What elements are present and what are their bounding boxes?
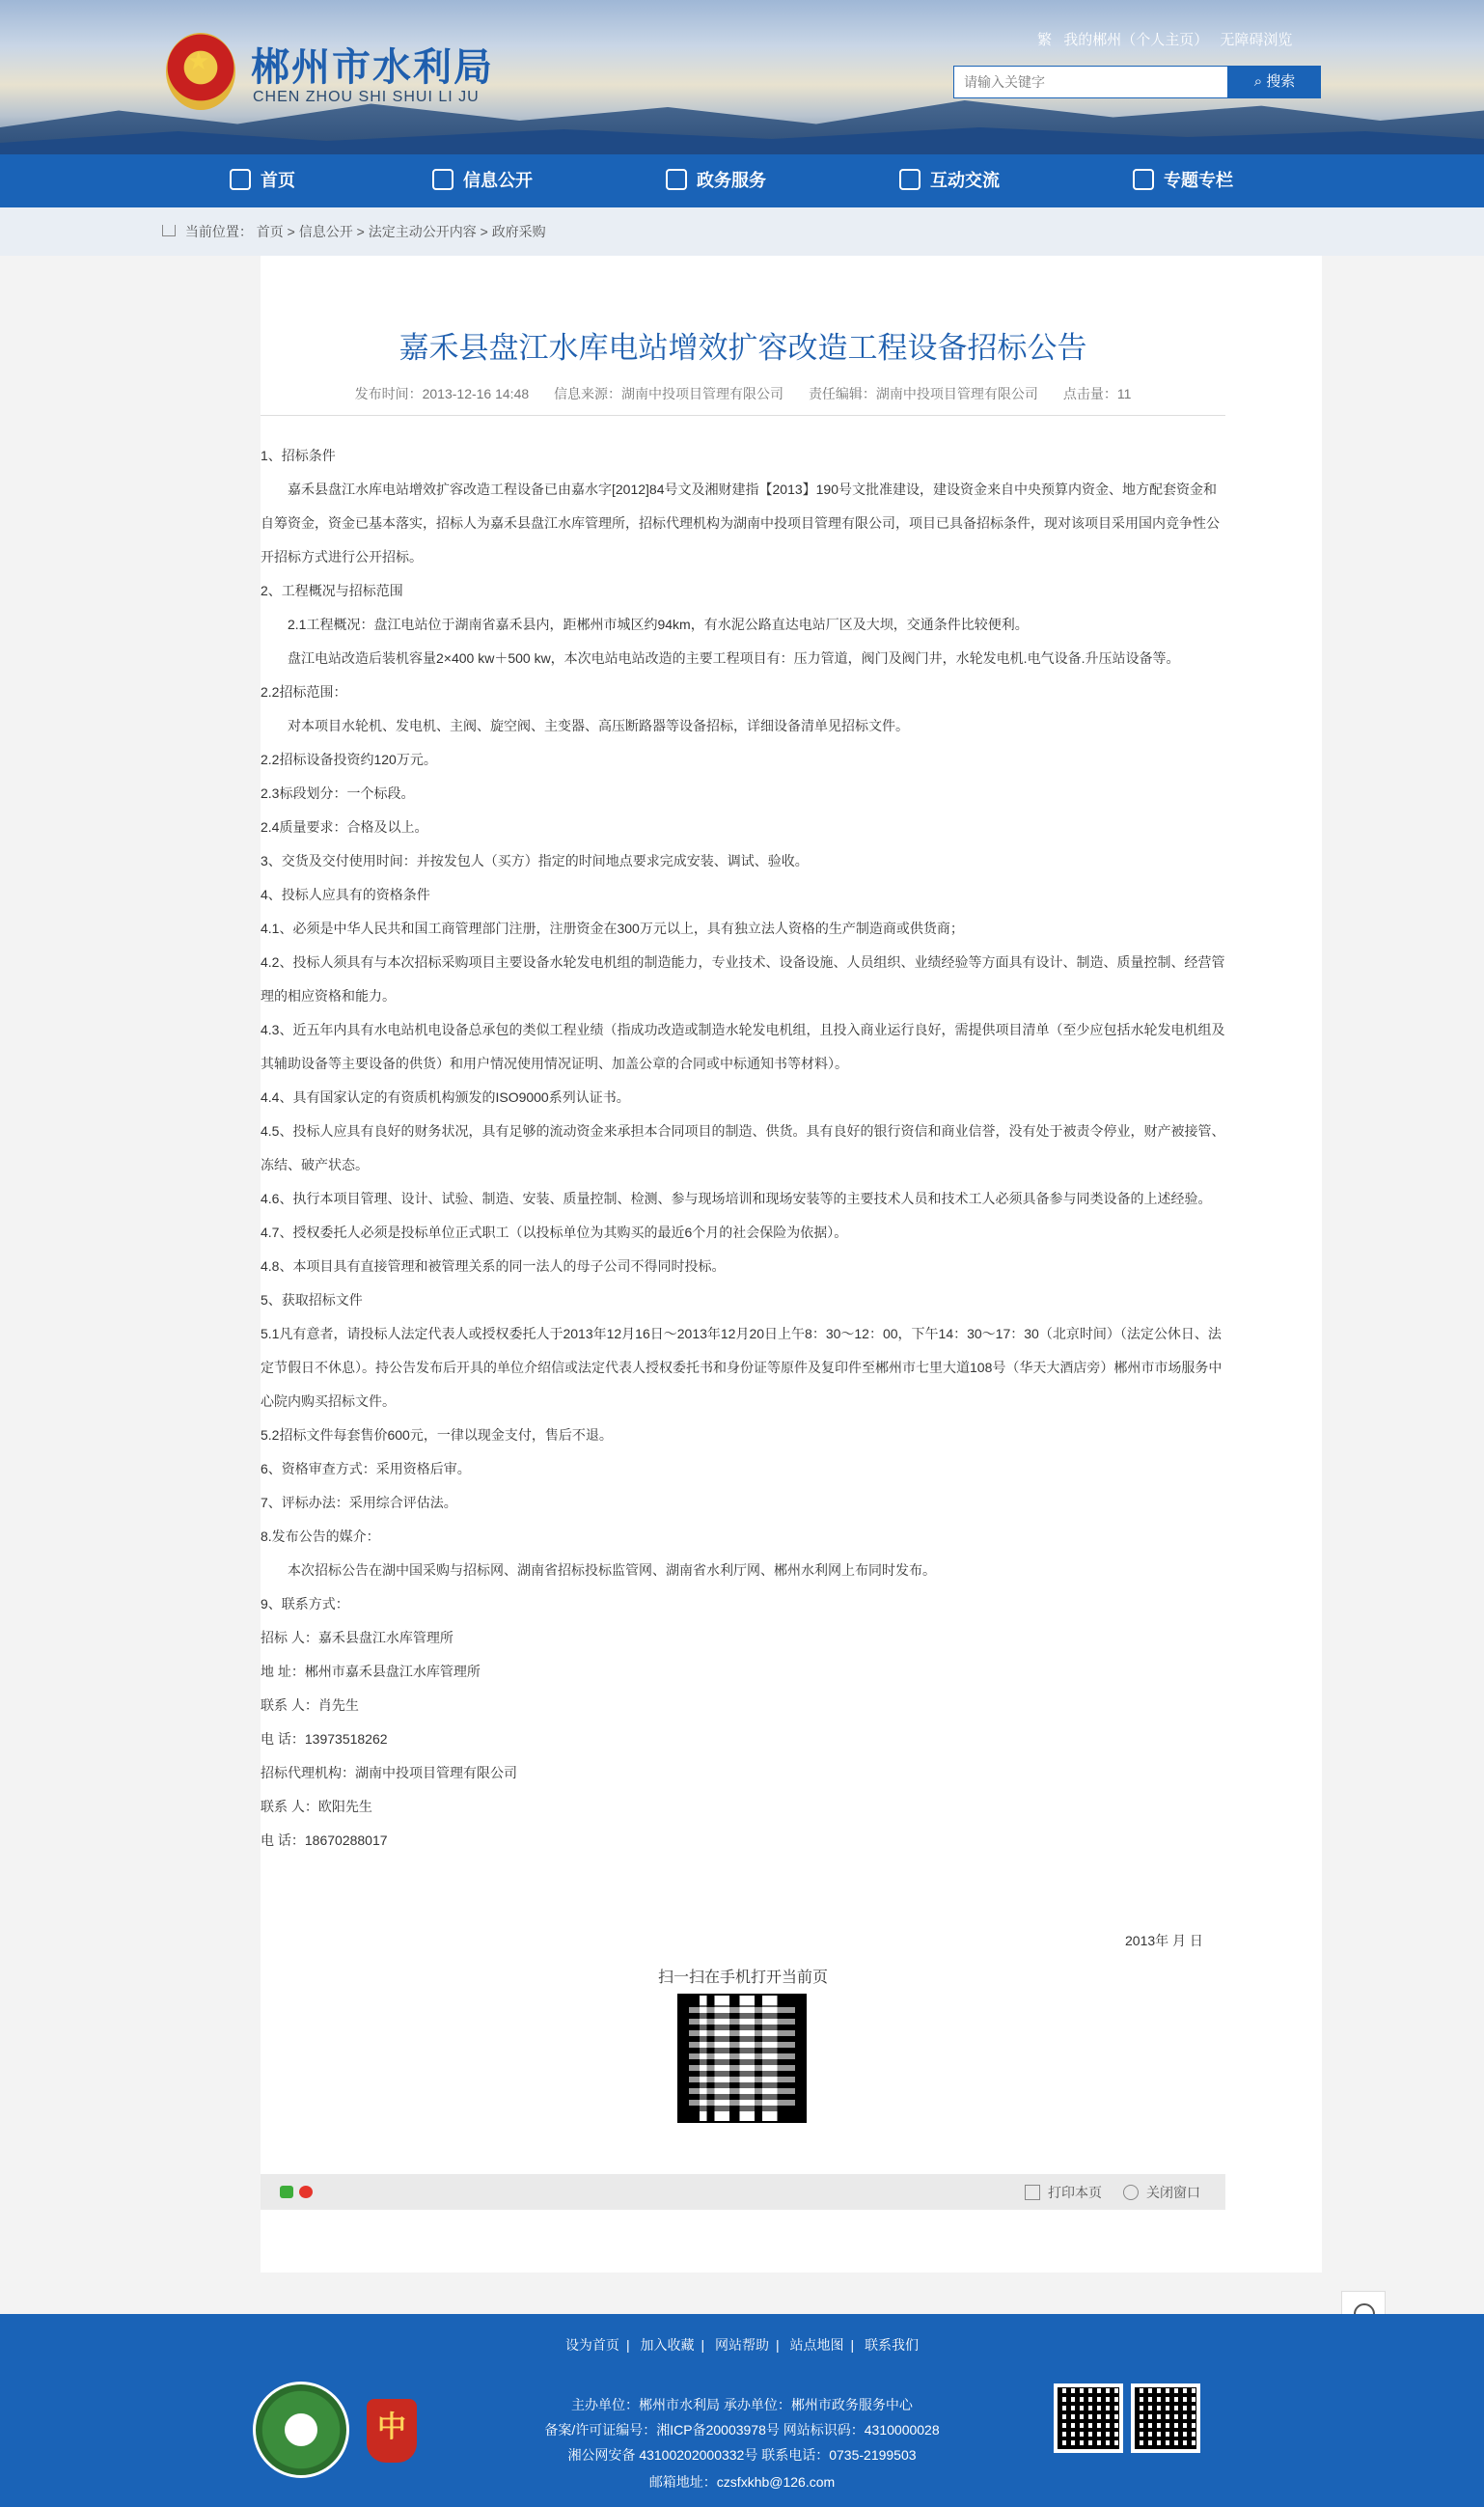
article-paragraph: 4.7、授权委托人必须是投标单位正式职工（以投标单位为其购买的最近6个月的社会保险为依据）。 [261,1225,848,1240]
article-paragraph: 4.5、投标人应具有良好的财务状况，具有足够的流动资金来承担本合同项目的制造、供货。具有良好的银行资信和商业信誉，没有处于被责令停业，财产被接管、冻结、破产状态。 [261,1123,1225,1172]
breadcrumb-item-procurement[interactable]: 政府采购 [491,224,546,239]
home-icon [230,169,251,190]
article-paragraph: 4.6、执行本项目管理、设计、试验、制造、安装、质量控制、检测、参与现场培训和现场安装等的主要技术人员和技术工人必须具备参与同类设备的上述经验。 [261,1191,1212,1206]
printer-icon [1025,2185,1040,2200]
footer-sponsor: 主办单位：郴州市水利局 承办单位：郴州市政务服务中心 [571,2397,913,2412]
article-paragraph: 对本项目水轮机、发电机、主阀、旋空阀、主变器、高压断路器等设备招标，详细设备清单见招标文件。 [288,718,909,733]
footer-email: 邮箱地址：czsfxkhb@126.com [648,2474,836,2490]
print-label: 打印本页 [1048,2185,1102,2200]
footer-record: 备案/许可证编号：湘ICP备20003978号 网站标识码：4310000028 [544,2422,940,2438]
article-paragraph: 2.4质量要求：合格及以上。 [261,819,428,835]
nav-item-interaction[interactable] [899,154,1000,207]
article-paragraph: 4.2、投标人须具有与本次招标采购项目主要设备水轮发电机组的制造能力，专业技术、设备设施、人员组织、业绩经验等方面具有设计、制造、质量控制、经营管理的相应资格和能力。 [261,954,1225,1004]
article-paragraph: 2.2招标范围： [261,684,347,700]
breadcrumb-separator: > [283,224,299,239]
article-paragraph: 5.1凡有意者，请投标人法定代表人或授权委托人于2013年12月16日～2013年12月20日上午8：30～12：00，下午14：30～17：30（北京时间）（法定公休日、法定节假日不休息）。持公告发布后开具的单位介绍信或法定代表人授权委托书和身份证等原件及复印件至郴州市七里大道108号（华天大酒店旁）郴州市市场服务中心院内购买招标文件。 [261,1326,1223,1409]
badge-text: 中 [377,2411,406,2443]
add-favorite-link[interactable]: 加入收藏 [640,2337,695,2353]
article-paragraph: 4.8、本项目具有直接管理和被管理关系的同一法人的母子公司不得同时投标。 [261,1258,726,1274]
info-source: 信息来源：湖南中投项目管理有限公司 [554,386,784,401]
article-paragraph: 5.2招标文件每套售价600元，一律以现金支付，售后不退。 [261,1427,613,1443]
article-paragraph: 2.1工程概况：盘江电站位于湖南省嘉禾县内，距郴州市城区约94km，有水泥公路直达电站厂区及大坝，交通条件比较便利。 [288,617,1029,632]
article-paragraph: 4.4、具有国家认定的有资质机构颁发的ISO9000系列认证书。 [261,1089,630,1105]
nav-item-info-public[interactable] [432,154,533,207]
nav-label: 专题专栏 [1164,171,1233,190]
home-icon [162,225,176,236]
header-banner [0,0,1484,154]
close-window-button[interactable] [1123,2183,1200,2202]
article-paragraph: 4、投标人应具有的资格条件 [261,887,430,902]
page-qr-code [677,1994,807,2123]
article-paragraph: 电 话：13973518262 [261,1731,388,1747]
article-paragraph: 6、资格审查方式：采用资格后审。 [261,1461,471,1476]
nav-label: 首页 [261,171,295,190]
nav-label: 信息公开 [463,171,533,190]
weibo-share-icon[interactable] [299,2186,313,2198]
site-title[interactable]: 郴州市水利局 [251,45,494,90]
close-label: 关闭窗口 [1146,2185,1200,2200]
wechat-share-icon[interactable] [280,2186,293,2198]
set-homepage-link[interactable]: 设为首页 [564,2337,619,2353]
breadcrumb [162,222,546,241]
contact-link[interactable]: 联系我们 [865,2337,920,2353]
footer-links: 设为首页 | 加入收藏 | 网站帮助 | 站点地图 | 联系我们 [564,2337,920,2353]
print-button[interactable] [1025,2183,1102,2202]
site-subtitle: CHEN ZHOU SHI SHUI LI JU [253,89,480,105]
article-paragraph: 7、评标办法：采用综合评估法。 [261,1495,457,1510]
close-icon [1123,2185,1139,2200]
breadcrumb-item-info-public[interactable]: 信息公开 [298,224,353,239]
document-icon [432,169,453,190]
main-nav [0,154,1484,207]
article-paragraph: 3、交货及交付使用时间：并按发包人（买方）指定的时间地点要求完成安装、调试、验收。 [261,853,809,868]
hit-count: 点击量：11 [1062,386,1132,401]
article-paragraph: 联系 人：欧阳先生 [261,1799,372,1814]
accessibility-link[interactable]: 无障碍浏览 [1220,32,1293,48]
breadcrumb-item-statutory[interactable]: 法定主动公开内容 [368,224,477,239]
breadcrumb-separator: > [476,224,492,239]
editor: 责任编辑：湖南中投项目管理有限公司 [808,386,1038,401]
footer-police: 湘公网安备 43100202000332号 联系电话：0735-2199503 [567,2447,917,2463]
layers-icon [1133,169,1154,190]
breadcrumb-separator: > [352,224,369,239]
article-paragraph: 5、获取招标文件 [261,1292,363,1308]
article-paragraph: 招标 人：嘉禾县盘江水库管理所 [261,1630,453,1645]
article-paragraph: 2.3标段划分：一个标段。 [261,785,415,801]
national-emblem-icon: ★ [166,33,235,110]
nav-label: 政务服务 [697,171,766,190]
footer-qr-code [1054,2383,1123,2453]
divider [261,415,1225,416]
search-input[interactable] [953,66,1228,98]
article-toolbar [261,2174,1225,2210]
article-paragraph: 电 话：18670288017 [261,1832,388,1848]
footer-qr-code [1131,2383,1200,2453]
article-title: 嘉禾县盘江水库电站增效扩容改造工程设备招标公告 [398,331,1087,366]
article-paragraph: 9、联系方式： [261,1596,349,1612]
article-paragraph: 嘉禾县盘江水库电站增效扩容改造工程设备已由嘉水字[2012]84号文及湘财建指【2013】190号文批准建设，建设资金来自中央预算内资金、地方配套资金和自筹资金，资金已基本落实，招标人为嘉禾县盘江水库管理所，招标代理机构为湖南中投项目管理有限公司，项目已具备招标条件，现对该项目采用国内竞争性公开招标方式进行公开招标。 [261,482,1220,565]
nav-item-special[interactable] [1133,154,1233,207]
top-links [1037,29,1300,49]
article-paragraph: 1、招标条件 [261,448,336,463]
publish-time: 发布时间：2013-12-16 14:48 [354,386,530,401]
date-sign: 2013年 月 日 [1125,1933,1203,1948]
article-paragraph: 8.发布公告的媒介： [261,1529,380,1544]
article-paragraph: 联系 人：肖先生 [261,1697,359,1713]
edit-icon [666,169,687,190]
traditional-chinese-link[interactable]: 繁 [1037,32,1053,48]
footer [0,2314,1484,2507]
nav-label: 互动交流 [930,171,1000,190]
breadcrumb-prefix: 当前位置： [184,224,253,239]
article-paragraph: 2、工程概况与招标范围 [261,583,403,598]
article-paragraph: 招标代理机构：湖南中投项目管理有限公司 [261,1765,517,1780]
search-button[interactable] [1228,66,1321,98]
chat-icon [899,169,921,190]
article-paragraph: 地 址：郴州市嘉禾县盘江水库管理所 [261,1664,481,1679]
my-chenzhou-link[interactable]: 我的郴州（个人主页） [1063,32,1209,48]
sitemap-link[interactable]: 站点地图 [789,2337,844,2353]
article-paragraph: 4.1、必须是中华人民共和国工商管理部门注册，注册资金在300万元以上，具有独立法人资格的生产制造商或供货商； [261,921,964,936]
nav-item-home[interactable] [230,154,295,207]
search-icon: ⌕ [1253,73,1267,90]
article-paragraph: 盘江电站改造后装机容量2×400 kw＋500 kw，本次电站电站改造的主要工程项目有：压力管道，阀门及阀门井，水轮发电机.电气设备.升压站设备等。 [288,650,1180,666]
breadcrumb-item-home[interactable]: 首页 [256,224,284,239]
article-paragraph: 2.2招标设备投资约120万元。 [261,752,437,767]
qr-label: 扫一扫在手机打开当前页 [657,1970,828,1986]
article-meta [261,384,1225,403]
search-button-label: 搜索 [1266,73,1296,90]
article-paragraph: 本次招标公告在湖中国采购与招标网、湖南省招标投标监管网、湖南省水利厅网、郴州水利网上布同时发布。 [288,1562,936,1578]
site-help-link[interactable]: 网站帮助 [715,2337,769,2353]
nav-item-gov-service[interactable] [666,154,766,207]
article-body [261,439,1225,1858]
article-paragraph: 4.3、近五年内具有水电站机电设备总承包的类似工程业绩（指成功改造或制造水轮发电机组，且投入商业运行良好，需提供项目清单（至少应包括水轮发电机组及其辅助设备等主要设备的供货）和用户情况使用情况证明、加盖公章的合同或中标通知书等材料）。 [261,1022,1225,1071]
